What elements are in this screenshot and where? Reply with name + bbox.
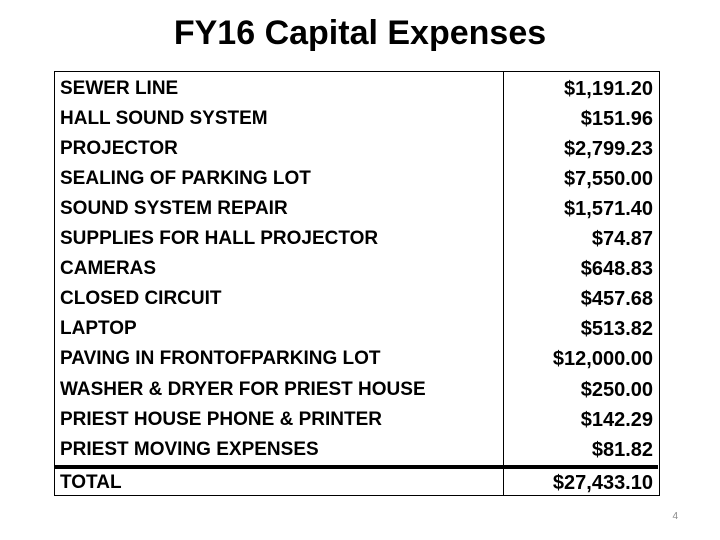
expense-label: SOUND SYSTEM REPAIR [60, 198, 288, 219]
expense-label: CAMERAS [60, 258, 157, 279]
expense-label: PAVING IN FRONTOFPARKING LOT [60, 348, 381, 369]
expense-amount: $81.82 [591, 438, 653, 461]
expense-amount: $513.82 [580, 317, 653, 340]
table-row [55, 314, 658, 344]
table-row [55, 375, 658, 405]
table-row [55, 435, 658, 465]
expense-label: PRIEST HOUSE PHONE & PRINTER [60, 409, 382, 430]
expense-label: PROJECTOR [60, 138, 178, 159]
expense-amount: $12,000.00 [552, 347, 653, 370]
table-row [55, 194, 658, 224]
expense-label: WASHER & DRYER FOR PRIEST HOUSE [60, 379, 426, 400]
total-row [55, 468, 658, 498]
page-number: 4 [672, 511, 678, 522]
expense-amount: $1,191.20 [564, 77, 653, 100]
slide-title: FY16 Capital Expenses [173, 14, 547, 52]
table-row [55, 344, 658, 374]
expense-label: HALL SOUND SYSTEM [60, 108, 268, 129]
total-label: TOTAL [60, 472, 122, 493]
expense-amount: $151.96 [580, 107, 653, 130]
table-row [55, 104, 658, 134]
expenses-table [54, 71, 660, 496]
expense-label: SUPPLIES FOR HALL PROJECTOR [60, 228, 379, 249]
expense-label: SEALING OF PARKING LOT [60, 168, 311, 189]
table-row [55, 224, 658, 254]
expense-label: SEWER LINE [60, 78, 179, 99]
expense-amount: $1,571.40 [564, 197, 653, 220]
expense-amount: $2,799.23 [564, 137, 653, 160]
expense-amount: $250.00 [580, 378, 653, 401]
expense-amount: $142.29 [580, 408, 653, 431]
expense-amount: $74.87 [591, 227, 653, 250]
table-row [55, 134, 658, 164]
expense-label: PRIEST MOVING EXPENSES [60, 439, 319, 460]
table-row [55, 284, 658, 314]
expense-amount: $648.83 [580, 257, 653, 280]
table-row [55, 254, 658, 284]
table-row [55, 164, 658, 194]
table-row [55, 405, 658, 435]
expense-label: LAPTOP [60, 318, 137, 339]
total-amount: $27,433.10 [552, 471, 653, 494]
expense-label: CLOSED CIRCUIT [60, 288, 222, 309]
table-row [55, 74, 658, 104]
expense-amount: $457.68 [580, 287, 653, 310]
expense-amount: $7,550.00 [564, 167, 653, 190]
